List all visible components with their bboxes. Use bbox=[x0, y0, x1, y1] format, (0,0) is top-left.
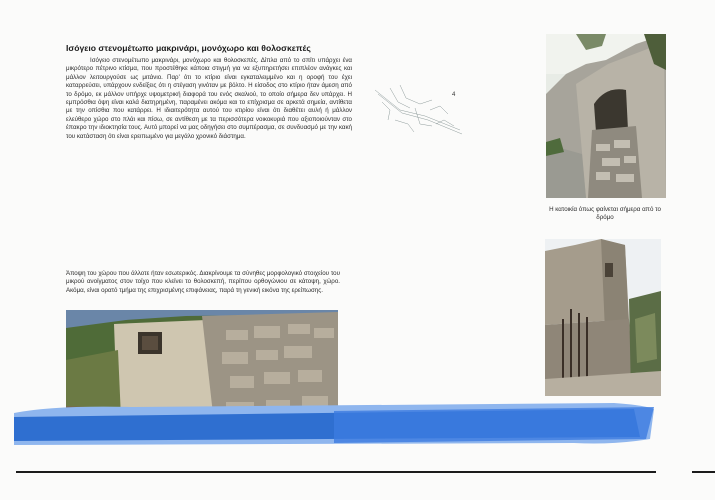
section-heading: Ισόγειο στενομέτωπο μακρινάρι, μονόχωρο και θολοσκεπές bbox=[66, 43, 311, 53]
main-paragraph: Ισόγειο στενομέτωπο μακρινάρι, μονόχωρο και θολοσκεπές. Δίπλα από το σπίτι υπάρχει ένα μικρότερο πέτρινο κτίσμα, που προστέθηκε κάποια στιγμή για να εξυπηρετήσει επιπλέον ανάγκες και μάλλον λειτουργούσε ως μιτάνιο. Παρ' ότι το κτίριο είναι εγκαταλειμμένο και η οροφή του έχει καταρρεύσει, υπάρχουν ενδείξεις ότι η στέγαση γινόταν με βόλτο. Η είσοδος στο κτίριο ήταν άμεση από το δρόμο, εκ μάλλον υπήρχε υψομετρική διαφορά του ενός σκαλιού, το οποίο σήμερα δεν υπάρχει. Η εμπρόσθια όψη είναι καλά διατηρημένη, παραμένει ακόμα και το επίχρισμα σε αρκετά σημεία, αντίθετα με την οπίσθια που κατάρρει. Η ιδιαιτερότητα αυτού του κτιρίου είναι ότι διαθέτει αυλή ή μάλλον ελεύθερο χώρο στο πλάι και πίσω, σε αντίθεση με τα περισσότερα νοικοκυριά που αξιοποιούνταν στο έπακρο την ιδιοκτησία τους. Αυτό μπορεί να μας οδηγήσει στο συμπέρασμα, σε συνδυασμό με την κακή του κατάσταση ότι είναι ερειπωμένο για μεγάλο χρονικό διάστημα. bbox=[66, 57, 352, 140]
bottom-rule-right bbox=[692, 471, 715, 473]
interior-paragraph: Άποψη του χώρου που άλλοτε ήταν εσωτερικός. Διακρίνουμε τα σύνηθες μορφολογικό στοιχείου του μικρού ανοίγματος στον τοίχο που κλείνει το θολοσκεπή, περίπου ορθογώνιου σε κάτοψη, χώρο. Ακόμα, είναι ορατό τμήμα της επιχρισμένης επιφάνειας, παρά τη γενική εικόνα της ερείπωσης. bbox=[66, 270, 340, 294]
decorative-blue-band bbox=[14, 399, 654, 447]
site-sketch-image bbox=[370, 80, 470, 140]
bottom-rule bbox=[16, 471, 656, 473]
sketch-marker: 4 bbox=[452, 92, 456, 98]
photo-front-view bbox=[546, 34, 666, 198]
photo-back-view bbox=[545, 239, 661, 396]
caption-front-view: Η κατοικία όπως φαίνεται σήμερα από το δρόμο bbox=[549, 206, 661, 221]
